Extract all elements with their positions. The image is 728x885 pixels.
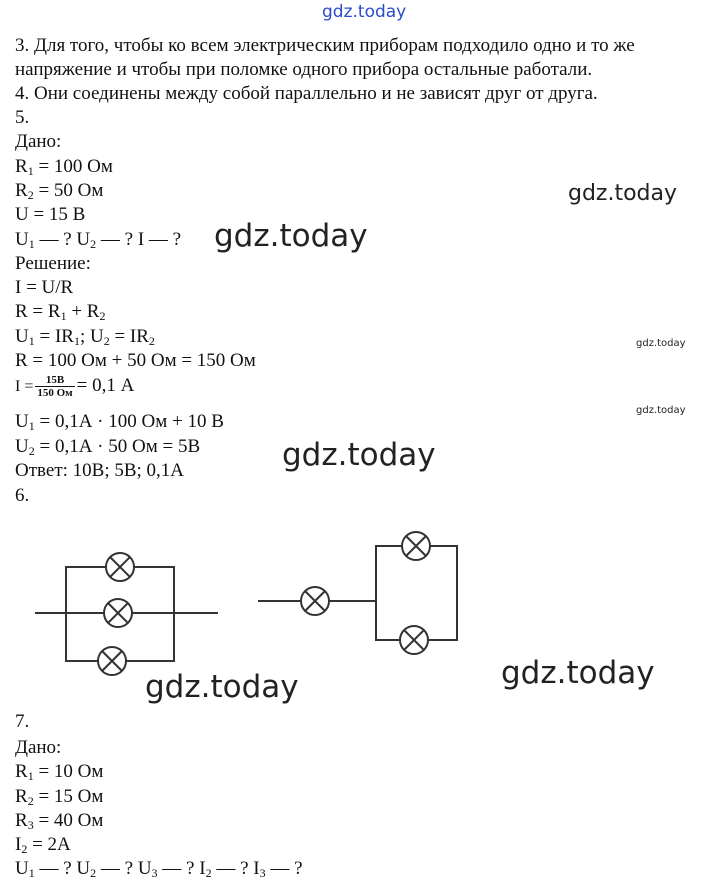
lamp-icon: [98, 647, 126, 675]
watermark: gdz.today: [636, 405, 686, 416]
task-5-number: 5.: [15, 107, 30, 128]
given-u: U = 15 В: [15, 204, 86, 225]
lamp-icon: [402, 532, 430, 560]
watermark: gdz.today: [145, 669, 299, 705]
find-line: $U_1$ — ? $U_2$ — ? $U_3$ — ? $I_2$ — ? $I_3$ — ?: [15, 858, 303, 880]
mixed-circuit: [258, 532, 457, 654]
parallel-circuit: [35, 553, 218, 675]
fraction: $\frac{15В}{150 Ом}$: [37, 374, 73, 400]
calc-current: I = $\frac{15В}{150 Ом}$ = 0,1 А: [15, 374, 135, 400]
task-6-number: 6.: [15, 485, 30, 506]
watermark: gdz.today: [282, 437, 436, 473]
formula-voltages: $U_1 = IR_1$; $U_2 = IR_2$: [15, 326, 155, 348]
lamp-icon: [400, 626, 428, 654]
find-line: $U_1$ — ? $U_2$ — ? I — ?: [15, 229, 182, 251]
answer-3-line-2: напряжение и чтобы при поломке одного прибора остальные работали.: [15, 59, 593, 80]
formula-ohm: I = U/R: [15, 277, 74, 298]
given-r1: $R_1 = 10$ Ом: [15, 761, 104, 783]
formula-total-resistance: $R = R_1 + R_2$: [15, 301, 106, 323]
watermark: gdz.today: [501, 655, 655, 691]
calc-u1: $U_1 = 0,1А \cdot 100$ Ом + 10 В: [15, 411, 224, 433]
watermark: gdz.today: [568, 181, 678, 206]
given-i2: $I_2 = 2А$: [15, 834, 71, 856]
watermark-top: gdz.today: [322, 2, 407, 22]
task-7-number: 7.: [15, 711, 30, 732]
given-r2: $R_2 = 15$ Ом: [15, 786, 104, 808]
lamp-icon: [301, 587, 329, 615]
lamp-icon: [106, 553, 134, 581]
given-r1: $R_1 = 100$ Ом: [15, 156, 113, 178]
given-r2: $R_2 = 50$ Ом: [15, 180, 104, 202]
given-label: Дано:: [15, 737, 62, 758]
answer-5: Ответ: 10В; 5В; 0,1А: [15, 460, 185, 481]
given-label: Дано:: [15, 131, 62, 152]
calc-u2: $U_2 = 0,1А \cdot 50$ Ом = 5В: [15, 436, 201, 458]
given-r3: $R_3 = 40$ Ом: [15, 810, 104, 832]
answer-3-line-1: 3. Для того, чтобы ко всем электрическим приборам подходило одно и то же: [15, 35, 635, 56]
solution-label: Решение:: [15, 253, 91, 274]
watermark: gdz.today: [214, 218, 368, 254]
answer-4: 4. Они соединены между собой параллельно и не зависят друг от друга.: [15, 83, 598, 104]
circuit-diagrams: [0, 500, 728, 700]
lamp-icon: [104, 599, 132, 627]
calc-resistance: R = 100 Ом + 50 Ом = 150 Ом: [15, 350, 256, 371]
watermark: gdz.today: [636, 338, 686, 349]
